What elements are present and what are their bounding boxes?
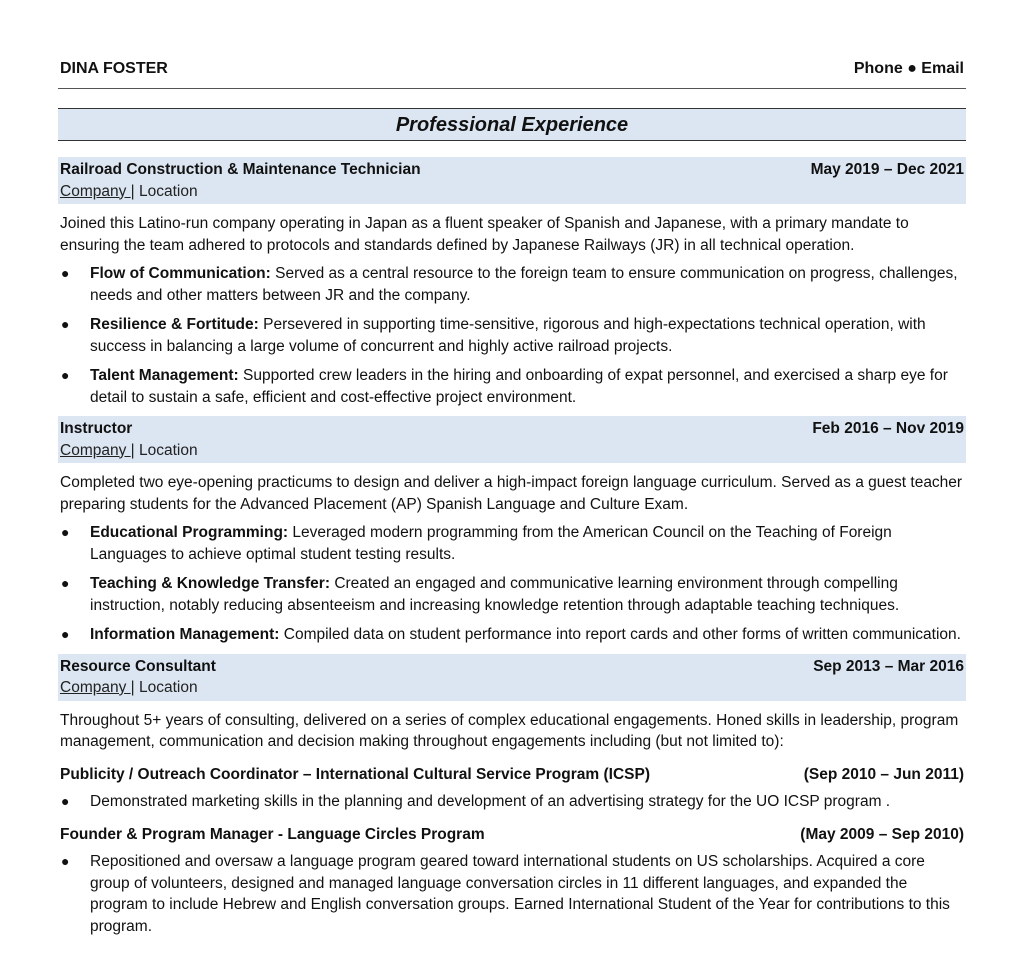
job-entry: [58, 157, 966, 408]
subrole-header: [60, 764, 964, 786]
job-location: | Location: [130, 441, 198, 459]
job-location: | Location: [130, 182, 198, 200]
job-summary: Completed two eye-opening practicums to design and deliver a high-impact foreign language curriculum. Served as a guest teacher preparing students for the Advanced Placement (AP) Spanish Language and Culture Exam.: [60, 474, 963, 513]
bullet-icon: ●: [61, 316, 70, 332]
job-bullets: [58, 522, 966, 646]
job-summary: Throughout 5+ years of consulting, delivered on a series of complex educational engagements. Honed skills in leadership, program management, communication and decision making throughout engagements including (but not limited to):: [60, 711, 959, 750]
bullet-lead: Information Management:: [90, 626, 280, 643]
job-company: Company: [60, 679, 131, 696]
list-item: [58, 365, 966, 408]
job-dates: May 2019 – Dec 2021: [810, 161, 964, 178]
job-title: Railroad Construction & Maintenance Technician: [60, 161, 421, 178]
section-title-experience: Professional Experience: [58, 108, 966, 141]
subrole-dates: (May 2009 – Sep 2010): [800, 825, 964, 843]
bullet-text: Demonstrated marketing skills in the planning and development of an advertising strategy for the UO ICSP program .: [90, 793, 891, 810]
subrole-header: [60, 824, 964, 846]
job-company: Company: [60, 182, 131, 200]
experience-list: [58, 157, 966, 945]
bullet-icon: ●: [61, 575, 70, 591]
job-company: Company: [60, 441, 131, 459]
bullet-icon: ●: [61, 265, 70, 281]
bullet-text: Supported crew leaders in the hiring and onboarding of expat personnel, and exercised a sharp eye for detail to sustain a safe, efficient and cost-effective project environment.: [90, 367, 948, 406]
job-bullets: [58, 263, 966, 408]
contact-info: Phone ● Email: [853, 60, 964, 77]
bullet-icon: ●: [61, 626, 70, 642]
job-location: | Location: [130, 679, 198, 696]
list-item: [58, 851, 966, 937]
subrole-bullets: [58, 791, 966, 813]
list-item: [58, 522, 966, 565]
bullet-text: Repositioned and oversaw a language program geared toward international students on US scholarships. Acquired a core group of volunteers, designed and managed language conversation circles in 11 different languages, and expanded the program to include Hebrew and English conversation groups. Earned International Student of the Year for contributions to this program.: [90, 853, 950, 935]
candidate-name: DINA FOSTER: [60, 60, 168, 77]
list-item: [58, 791, 966, 813]
bullet-text: Served as a central resource to the foreign team to ensure communication on progress, challenges, needs and other matters between JR and the company.: [90, 265, 958, 304]
subrole-dates: (Sep 2010 – Jun 2011): [803, 765, 964, 783]
bullet-icon: ●: [61, 853, 70, 869]
subrole-title: Founder & Program Manager - Language Circles Program: [60, 825, 485, 843]
job-dates: Feb 2016 – Nov 2019: [812, 420, 964, 437]
job-title: Instructor: [60, 420, 133, 437]
resume-header: [58, 58, 966, 89]
bullet-icon: ●: [61, 524, 70, 540]
bullet-text: Compiled data on student performance into report cards and other forms of written communication.: [279, 626, 961, 643]
bullet-lead: Talent Management:: [90, 367, 239, 384]
job-entry: [58, 654, 966, 938]
job-title: Resource Consultant: [60, 657, 216, 675]
bullet-lead: Resilience & Fortitude:: [90, 316, 259, 333]
bullet-lead: Flow of Communication:: [90, 265, 271, 282]
job-header: [58, 416, 966, 463]
bullet-lead: Educational Programming:: [90, 524, 289, 541]
subrole-title: Publicity / Outreach Coordinator – International Cultural Service Program (ICSP): [60, 765, 650, 783]
job-summary: Joined this Latino-run company operating in Japan as a fluent speaker of Spanish and Japanese, with a primary mandate to ensuring the team adhered to protocols and standards defined by Japanese Railways (JR) in all technical operation.: [60, 215, 909, 254]
list-item: [58, 573, 966, 616]
list-item: [58, 314, 966, 357]
bullet-text: Leveraged modern programming from the American Council on the Teaching of Foreign Languages to achieve optimal student testing results.: [90, 524, 892, 563]
bullet-icon: ●: [61, 793, 70, 809]
job-header: [58, 654, 966, 701]
bullet-text: Persevered in supporting time-sensitive, rigorous and high-expectations technical operation, with success in balancing a large volume of concurrent and highly active railroad projects.: [90, 316, 926, 355]
bullet-lead: Teaching & Knowledge Transfer:: [90, 575, 331, 592]
list-item: [58, 263, 966, 306]
job-dates: Sep 2013 – Mar 2016: [813, 657, 964, 675]
job-entry: [58, 416, 966, 646]
job-header: [58, 157, 966, 204]
list-item: [58, 624, 966, 646]
subrole-bullets: [58, 851, 966, 937]
bullet-text: Created an engaged and communicative learning environment through compelling instruction, notably reducing absenteeism and increasing knowledge retention through adaptable teaching techniques.: [90, 575, 900, 614]
bullet-icon: ●: [61, 367, 70, 383]
